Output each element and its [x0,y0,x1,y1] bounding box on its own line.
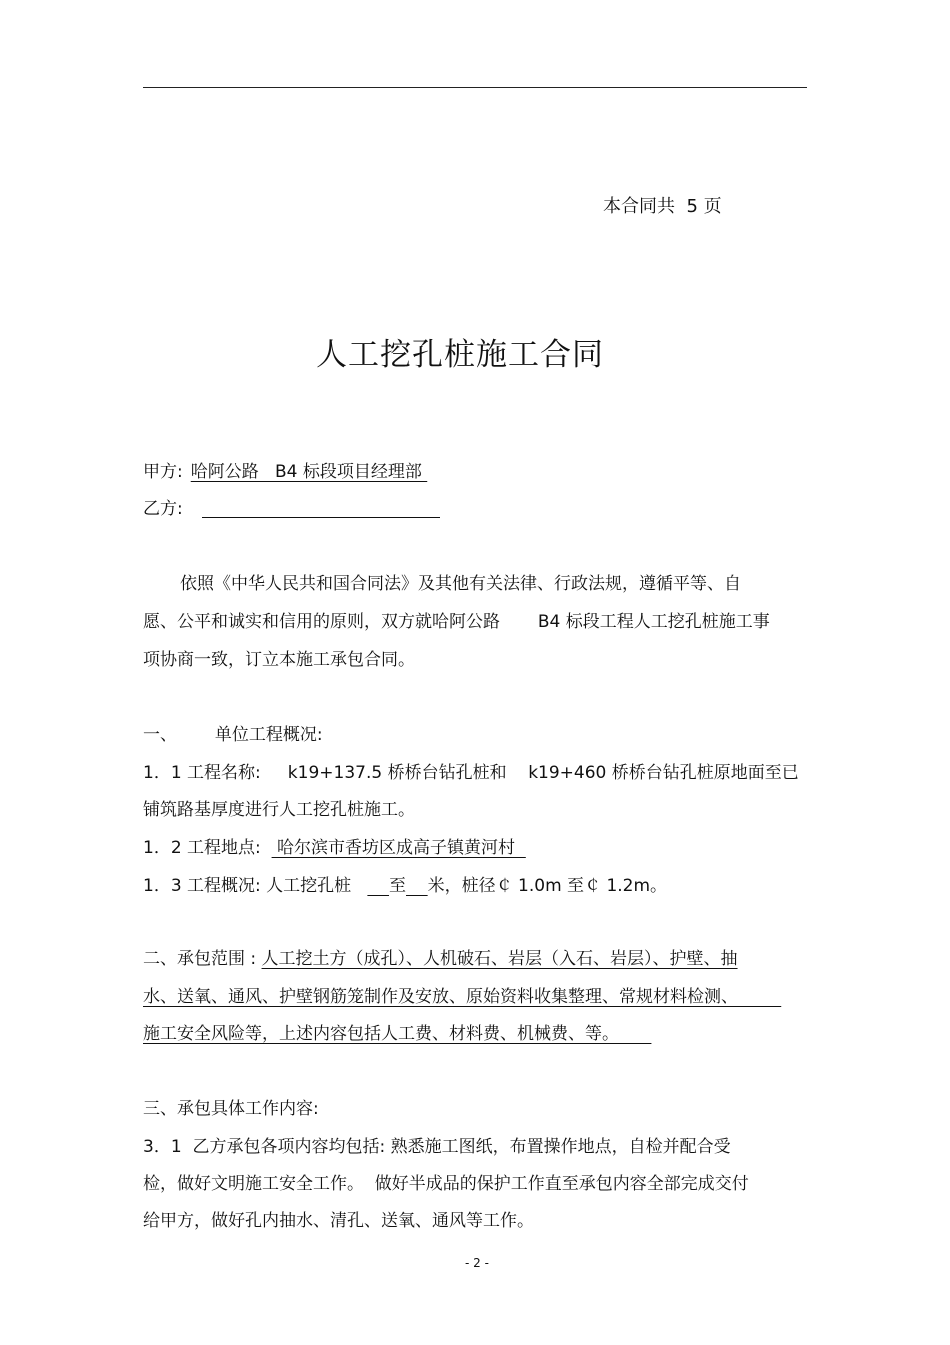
item3-text-b: 至 [389,876,407,896]
party-b-blank [202,517,440,518]
item3-text-a: 1．3 工程概况: 人工挖孔桩 [143,876,368,896]
section2-scope-line-1: 人工挖土方（成孔）、人机破石、岩层（入石、岩层）、护壁、抽 [261,949,738,969]
contract-title: 人工挖孔桩施工合同 [316,337,604,373]
item3-text-c: 米，桩径￠ 1.0m 至￠ 1.2m。 [427,876,668,896]
party-a [143,461,427,483]
party-b-label: 乙方: [143,499,183,519]
preamble-line-1: 依照《中华人民共和国合同法》及其他有关法律、行政法规，遵循平等、自 [180,574,741,594]
section1-item1-line2: 铺筑路基厚度进行人工挖孔桩施工。 [143,800,415,820]
header-rule [143,87,807,88]
section2-label: 二、承包范围 : [143,949,262,969]
preamble-line-2: 愿、公平和诚实和信用的原则，双方就哈阿公路 B4 标段工程人工挖孔桩施工事 [143,612,770,632]
item3-blank-1 [367,876,389,896]
section2-line1 [143,948,738,970]
party-a-label: 甲方: [143,462,183,482]
section2-scope-line-3: 施工安全风险等，上述内容包括人工费、材料费、机械费、等。 [143,1024,652,1044]
item2-location: 哈尔滨市香坊区成高子镇黄河村 [271,838,526,858]
section1-item3 [143,875,667,897]
item2-label: 1．2 工程地点: [143,838,272,858]
page-count: 本合同共 5 页 [603,196,722,217]
item3-blank-2 [406,876,428,896]
section1-item1-line1: 1．1 工程名称: k19+137.5 桥桥台钻孔桩和 k19+460 桥桥台钻孔桩原地面至已 [143,763,799,783]
section3-heading: 三、承包具体工作内容: [143,1099,319,1119]
preamble-line-3: 项协商一致，订立本施工承包合同。 [143,650,415,670]
party-a-value: 哈阿公路 B4 标段项目经理部 [190,462,428,482]
section3-line-2: 检，做好文明施工安全工作。 做好半成品的保护工作直至承包内容全部完成交付 [143,1174,749,1194]
section3-line-1: 3．1 乙方承包各项内容均包括: 熟悉施工图纸，布置操作地点，自检并配合受 [143,1137,731,1157]
section1-heading: 一、 单位工程概况: [143,725,323,745]
section2-scope-line-2: 水、送氧、通风、护壁钢筋笼制作及安放、原始资料收集整理、常规材料检测、 [143,987,782,1007]
section1-item2 [143,837,526,859]
page-number: - 2 - [465,1256,489,1270]
section3-line-3: 给甲方，做好孔内抽水、清孔、送氧、通风等工作。 [143,1211,534,1231]
